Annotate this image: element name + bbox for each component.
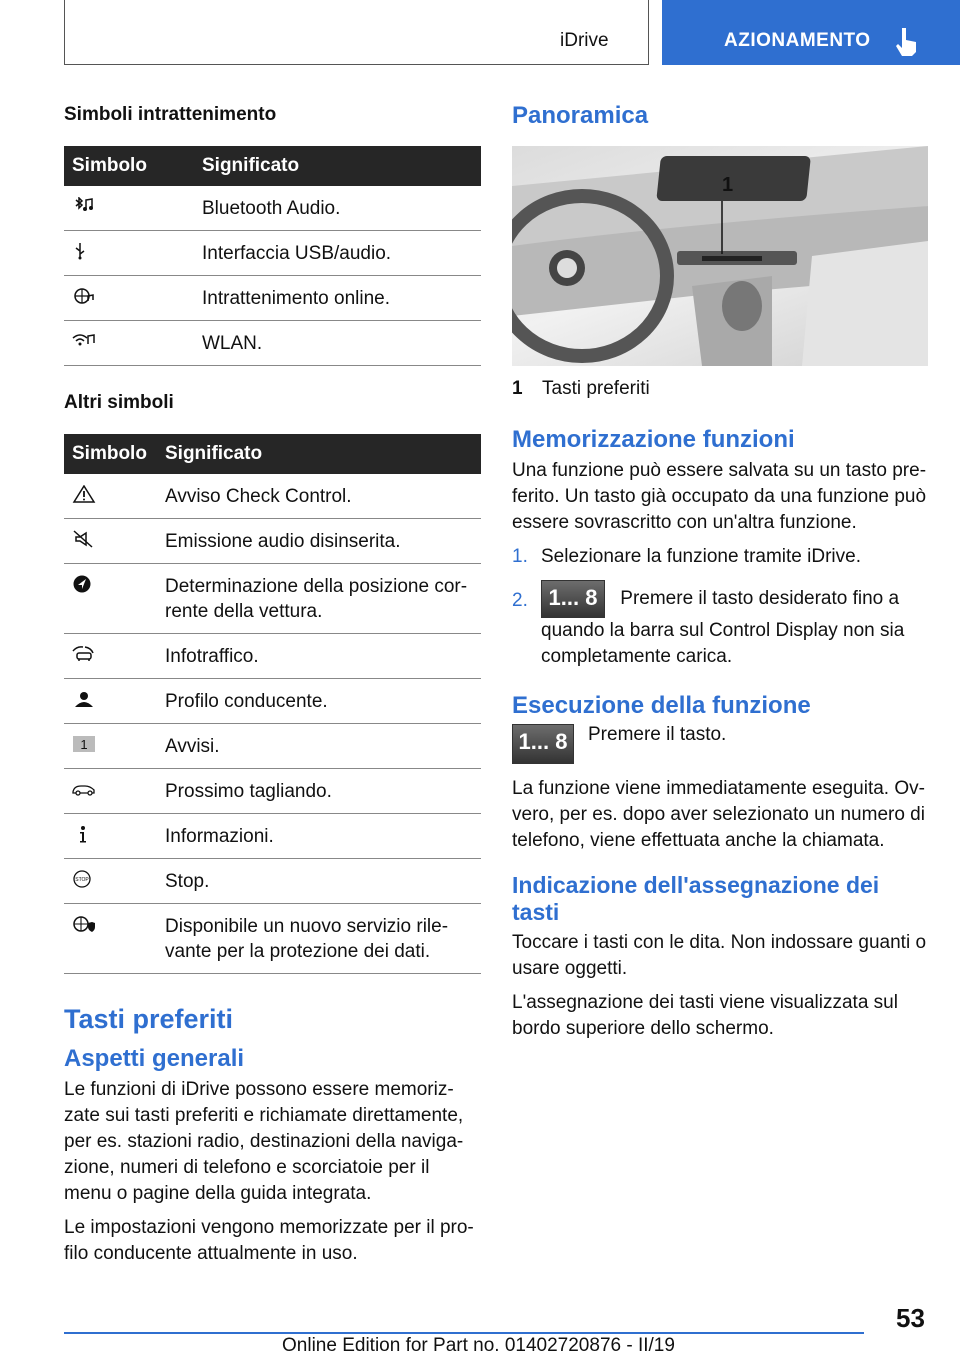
- bluetooth-music-icon: [72, 197, 96, 215]
- favorite-key-button[interactable]: 1... 8: [541, 580, 605, 618]
- meaning-cell: Avvisi.: [157, 724, 481, 769]
- stop-sign-icon: [72, 870, 96, 888]
- meaning-cell: WLAN.: [194, 321, 481, 366]
- car-service-icon: [72, 780, 96, 798]
- table-row: [64, 474, 481, 519]
- caption-text: Tasti preferiti: [542, 378, 650, 399]
- online-entertainment-icon: [72, 287, 96, 305]
- step-number: 1.: [512, 546, 528, 567]
- execute-function-heading: Esecuzione della funzione: [512, 692, 811, 719]
- execute-press-text: Premere il tasto.: [588, 724, 727, 745]
- step-number: 2.: [512, 590, 528, 611]
- meaning-cell: Informazioni.: [157, 814, 481, 859]
- store-step-2: [512, 580, 928, 670]
- meaning-cell: Infotraffico.: [157, 634, 481, 679]
- table-header-symbol: Simbolo: [64, 146, 194, 186]
- meaning-cell: Intrattenimento online.: [194, 276, 481, 321]
- table-row: [64, 769, 481, 814]
- general-aspects-heading: Aspetti generali: [64, 1045, 245, 1072]
- entertainment-symbols-table: [64, 146, 481, 366]
- table-row: [64, 859, 481, 904]
- assignment-paragraph-2: L'assegnazione dei tasti viene visualizzata sul bordo superiore dello schermo.: [512, 992, 898, 1039]
- table-row: [64, 679, 481, 724]
- usb-icon: [72, 242, 96, 260]
- store-paragraph: Una funzione può essere salvata su un tasto pre- ferito. Un tasto già occupato da una funzione può essere sovrascritto con un'altra funzione.: [512, 460, 927, 533]
- table-row: [64, 634, 481, 679]
- store-functions-heading: Memorizzazione funzioni: [512, 426, 795, 453]
- table-header-meaning: Significato: [157, 434, 481, 474]
- wlan-music-icon: [72, 332, 96, 350]
- traffic-info-icon: [72, 645, 96, 663]
- chapter-tab[interactable]: [662, 0, 960, 65]
- table-row: [64, 321, 481, 366]
- right-column: [512, 100, 928, 1050]
- execute-row: [512, 724, 928, 764]
- meaning-cell: Avviso Check Control.: [157, 474, 481, 519]
- table-row: [64, 814, 481, 859]
- stop-sign-label: STOP: [75, 877, 89, 883]
- general-paragraph-2: Le impostazioni vengono memorizzate per il pro- filo conducente attualmente in uso.: [64, 1217, 474, 1264]
- execute-paragraph: La funzione viene immediatamente eseguita. Ov- vero, per es. dopo aver selezionato un numero di telefono, viene effettuata anche la chiamata.: [512, 778, 925, 851]
- chapter-tab-label: AZIONAMENTO: [724, 30, 871, 51]
- table-header-symbol: Simbolo: [64, 434, 157, 474]
- step-text: Premere il tasto desiderato fino a quando la barra sul Control Display non sia completamente carica.: [541, 588, 905, 667]
- entertainment-symbols-heading: Simboli intrattenimento: [64, 104, 277, 125]
- table-row: [64, 231, 481, 276]
- favorite-key-button[interactable]: 1... 8: [512, 724, 574, 764]
- table-row: [64, 186, 481, 231]
- info-icon: [72, 825, 96, 843]
- meaning-cell: Disponibile un nuovo servizio rile- vante per la protezione dei dati.: [157, 904, 481, 974]
- meaning-cell: Profilo conducente.: [157, 679, 481, 724]
- header-section-title: iDrive: [560, 30, 609, 51]
- warning-triangle-icon: [72, 485, 96, 503]
- privacy-service-icon: [72, 915, 96, 933]
- overview-heading: Panoramica: [512, 102, 649, 129]
- table-row: [64, 519, 481, 564]
- footer-divider: [64, 1332, 864, 1334]
- table-row: [64, 276, 481, 321]
- pointing-hand-icon: [894, 26, 920, 56]
- meaning-cell: Bluetooth Audio.: [194, 186, 481, 231]
- meaning-cell: Emissione audio disinserita.: [157, 519, 481, 564]
- left-column: [64, 100, 481, 1275]
- speaker-muted-icon: [72, 530, 96, 548]
- table-header-meaning: Significato: [194, 146, 481, 186]
- meaning-cell: Interfaccia USB/audio.: [194, 231, 481, 276]
- table-row: [64, 904, 481, 974]
- assignment-paragraph-1: Toccare i tasti con le dita. Non indossare guanti o usare oggetti.: [512, 932, 927, 979]
- caption-number: 1: [512, 378, 523, 399]
- other-symbols-table: [64, 434, 481, 974]
- navigation-arrow-icon: [72, 575, 96, 593]
- general-paragraph-1: Le funzioni di iDrive possono essere memoriz- zate sui tasti preferiti e richiamate direttamente, per es. stazioni radio, destinazioni della naviga- zione, numeri di telefono e scorciatoie per il menu o pagine della guida integrata.: [64, 1079, 464, 1204]
- step-text: Selezionare la funzione tramite iDrive.: [541, 546, 861, 567]
- dashboard-illustration: [512, 146, 928, 366]
- dashboard-photo: [512, 146, 928, 366]
- assignment-heading: Indicazione dell'assegnazione dei tasti: [512, 872, 880, 925]
- edition-footer: Online Edition for Part no. 01402720876 - II/19: [282, 1335, 675, 1356]
- store-step-1: [512, 544, 928, 570]
- table-row: [64, 564, 481, 634]
- favorites-heading: Tasti preferiti: [64, 1004, 234, 1034]
- meaning-cell: Stop.: [157, 859, 481, 904]
- other-symbols-heading: Altri simboli: [64, 392, 174, 413]
- meaning-cell: Determinazione della posizione cor- rente della vettura.: [157, 564, 481, 634]
- photo-caption: [512, 378, 928, 400]
- page-number: 53: [896, 1303, 925, 1333]
- meaning-cell: Prossimo tagliando.: [157, 769, 481, 814]
- notice-badge-number: 1: [80, 737, 88, 752]
- notice-badge-icon: [72, 735, 96, 753]
- driver-profile-icon: [72, 690, 96, 708]
- table-row: [64, 724, 481, 769]
- photo-callout-number: 1: [722, 174, 734, 196]
